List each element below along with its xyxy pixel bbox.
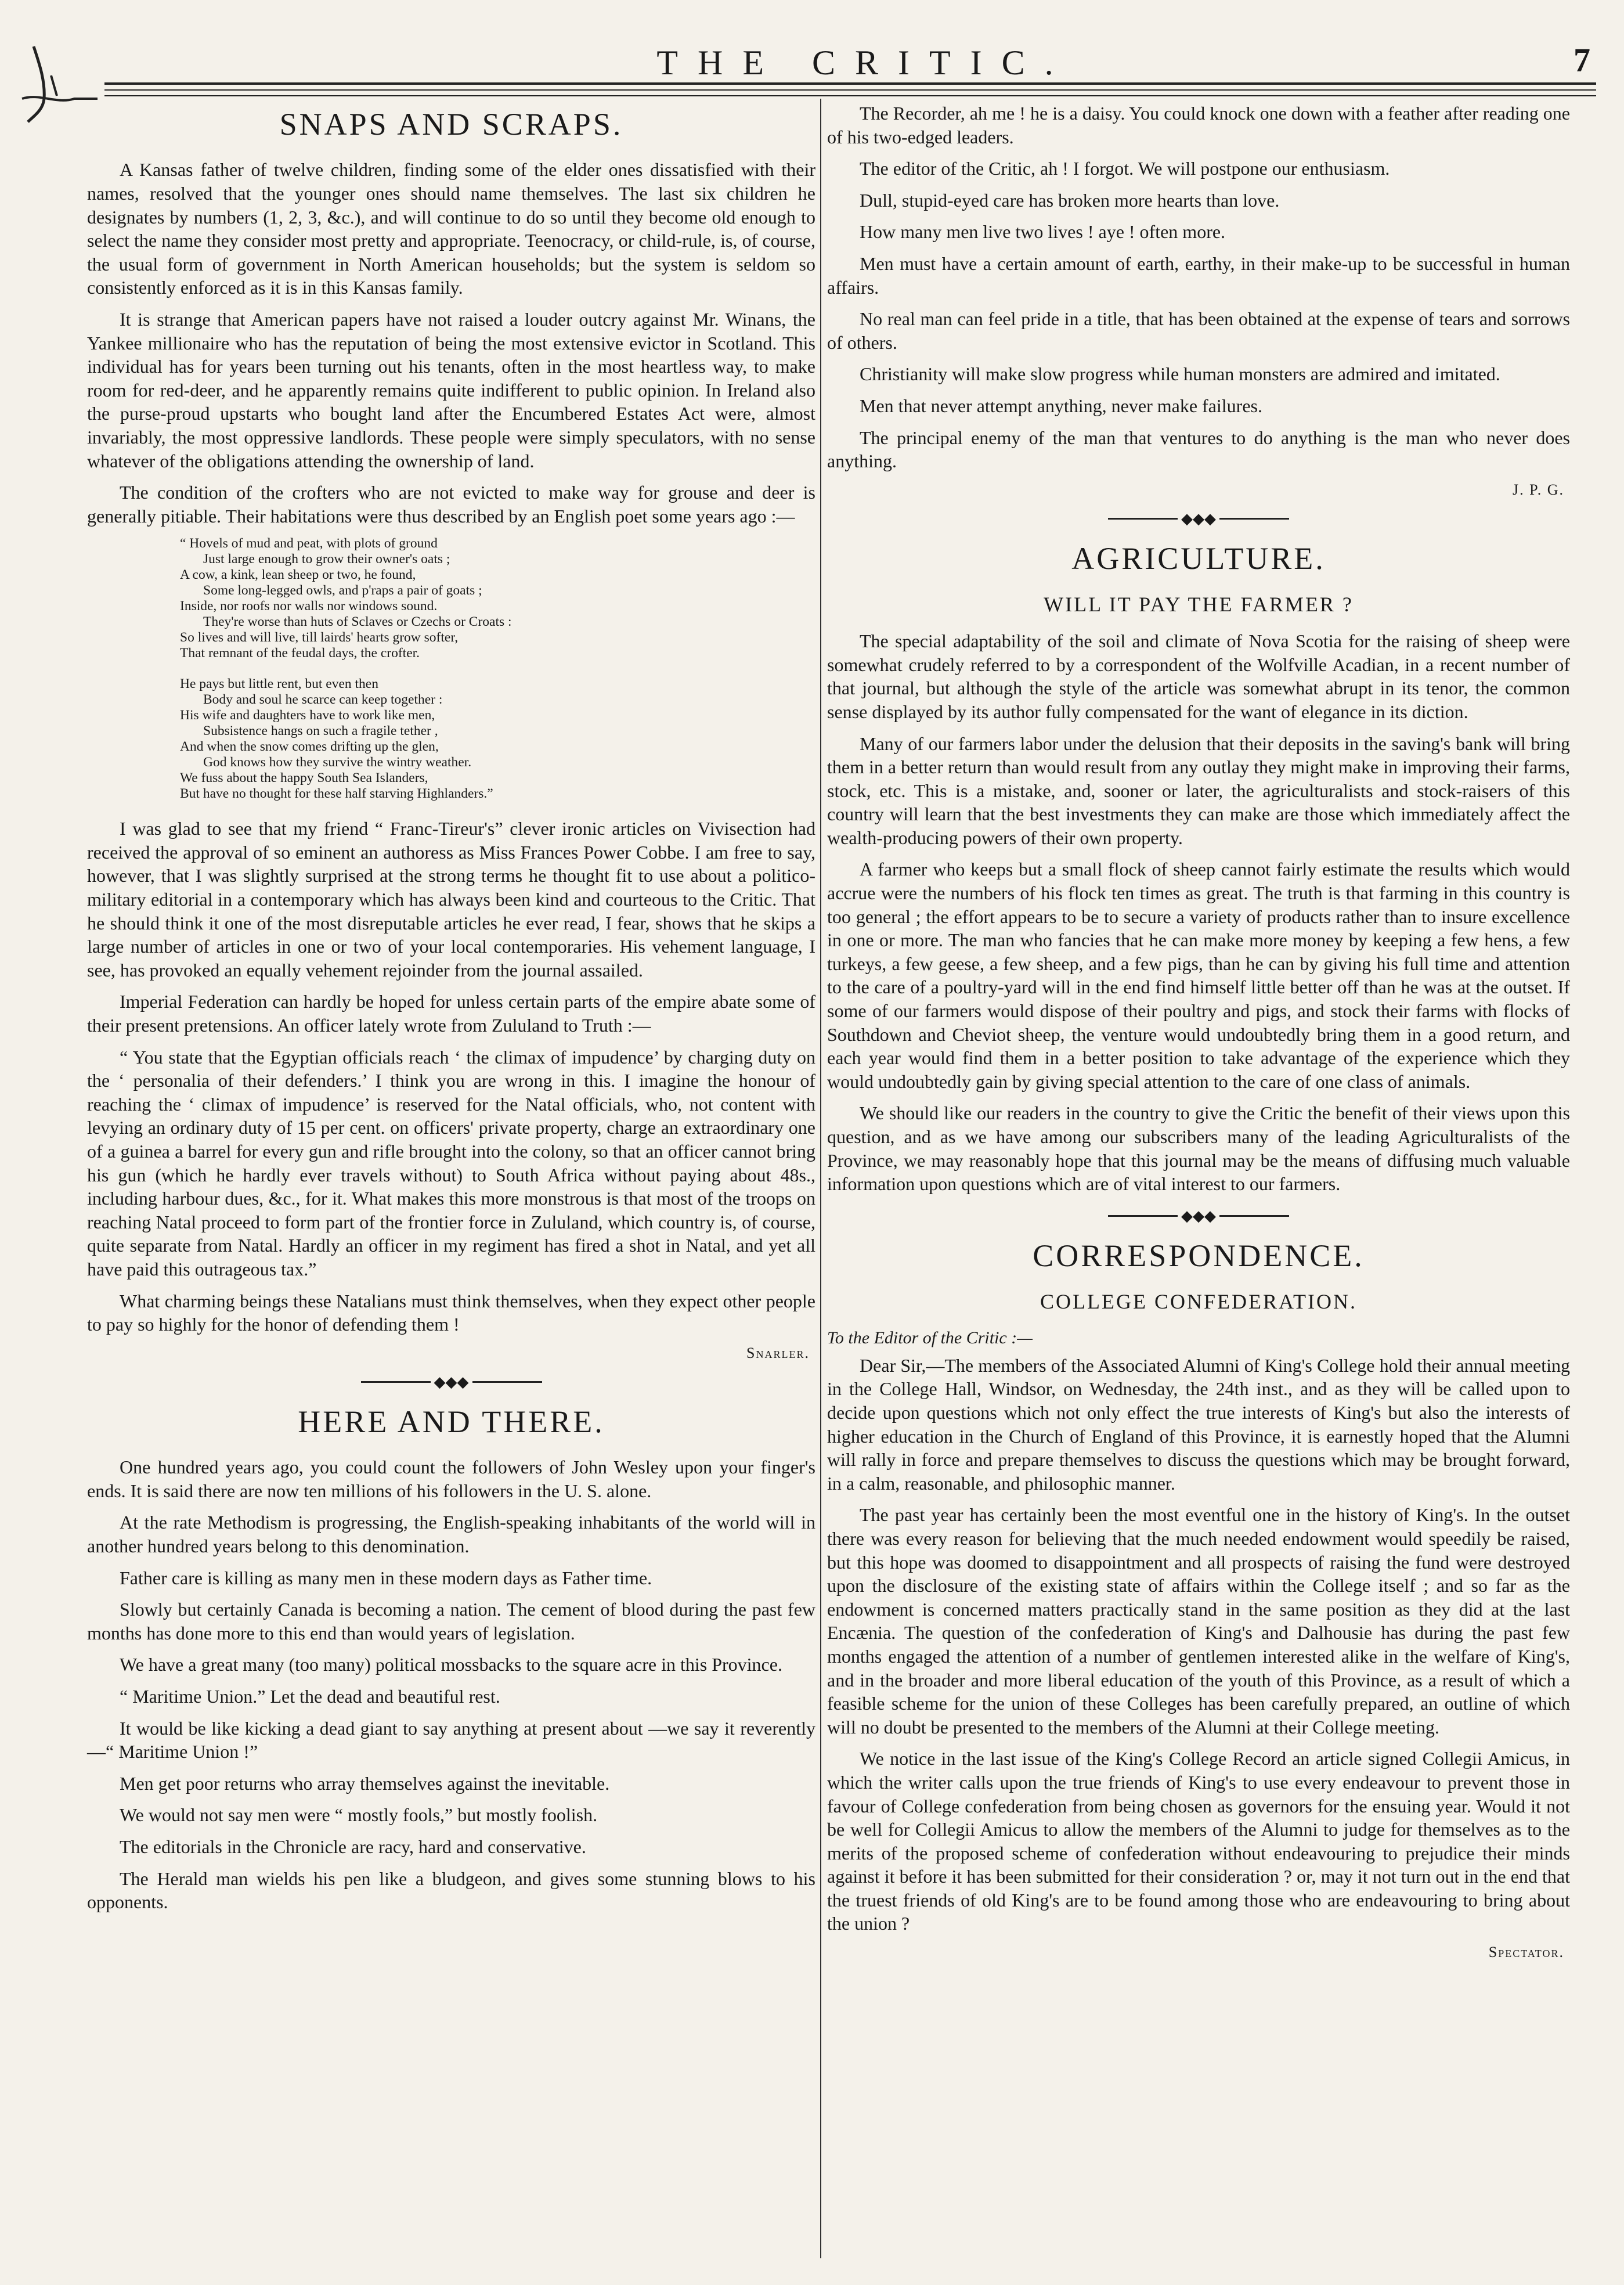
paragraph: At the rate Methodism is progressing, the English-speaking inhabitants of the world will in another hundred years belong to this denomination.	[87, 1512, 815, 1556]
paragraph: I was glad to see that my friend “ Franc-Tireur's” clever ironic articles on Vivisection had received the approval of so eminent an authoress as Miss Frances Power Cobbe. I am free to say, however, that I was slightly surprised at the strong terms he thought fit to use about a politico-military editorial in a contemporary which has always been kind and courteous to the Critic. That he should think it one of the most disreputable articles he ever read, I fear, shows that he skips a large number of articles in one or two of your local contemporaries. His vehement language, I see, has provoked an equally vehement rejoinder from the journal assailed.	[87, 818, 815, 981]
poem-line: They're worse than huts of Sclaves or Czechs or Croats :	[203, 614, 512, 630]
poem-line: God knows how they survive the wintry weather.	[203, 755, 472, 770]
poem-line: Subsistence hangs on such a fragile tether ,	[203, 723, 438, 739]
salutation: To the Editor of the Critic :—	[827, 1328, 1033, 1348]
paragraph: No real man can feel pride in a title, that has been obtained at the expense of tears and sorrows of others.	[827, 308, 1570, 353]
paragraph: The past year has certainly been the most eventful one in the history of King's. In the outset there was every reason for believing that the much needed endowment would speedily be raised, but this hope was doomed to disappointment and all prospects of raising the fund were destroyed upon the disclosure of the existing state of affairs within the College itself ; and so far as the endowment is concerned matters practically stand in the same position as they did at the last Encænia. The question of the confederation of King's and Dalhousie has during the past few months engaged the attention of a number of gentlemen interested alike in the welfare of King's, and in the broader and more liberal education of the youth of this Province, as a result of which a feasible scheme for the union of these Colleges has been carefully prepared, an outline of which will no doubt be presented to the members of the Alumni at their College meeting.	[827, 1504, 1570, 1738]
paragraph: Slowly but certainly Canada is becoming a nation. The cement of blood during the past few months has done more to this end than would years of legislation.	[87, 1599, 815, 1644]
paragraph: It is strange that American papers have not raised a louder outcry against Mr. Winans, the Yankee millionaire who has the reputation of being the most extensive evictor in Scotland. This individual has for years been turning out his tenants, often in the most heartless way, to make room for red-deer, and he apparently remains quite indifferent to public opinion. In Ireland also the purse-proud upstarts who bought land after the Encumbered Estates Act were, almost invariably, the most oppressive landlords. These people were simply speculators, with no sense whatever of the obligations attending the ownership of land.	[87, 308, 815, 471]
paragraph: “ Maritime Union.” Let the dead and beautiful rest.	[120, 1685, 500, 1707]
poem-line: Just large enough to grow their owner's oats ;	[203, 552, 450, 567]
poem-line: But have no thought for these half starving Highlanders.”	[180, 786, 493, 802]
paragraph: Christianity will make slow progress while human monsters are admired and imitated.	[860, 363, 1500, 385]
paragraph: What charming beings these Natalians must think themselves, when they expect other people to pay so highly for the honor of defending them !	[87, 1290, 815, 1335]
poem-line: “ Hovels of mud and peat, with plots of ground	[180, 536, 438, 552]
poem-stanza	[180, 676, 815, 802]
paragraph: We notice in the last issue of the King's College Record an article signed Collegii Amicus, in which the writer calls upon the true friends of King's to use every endeavour to prevent those in favour of College confederation from being chosen as governors for the ensuing year. Would it not be well for Collegii Amicus to allow the members of the Alumni to judge for themselves as to the merits of the proposed scheme of confederation without endeavouring to prejudice their minds against it before it has been submitted for their consideration ? or, may it not turn out in the end that the truest friends of old King's are to be found among those who are endeavouring to bring about the union ?	[827, 1748, 1570, 1934]
paragraph: Father care is killing as many men in these modern days as Father time.	[120, 1567, 652, 1588]
section-heading: CORRESPONDENCE.	[1033, 1238, 1365, 1273]
poem-line: A cow, a kink, lean sheep or two, he found,	[180, 567, 416, 583]
quotation: “ You state that the Egyptian officials reach ‘ the climax of impudence’ by charging duty on the ‘ personalia of their defenders.’ I think you are wrong in this. I imagine the honour of reaching the ‘ climax of impudence’ is reserved for the Natal officials, who, not content with levying an ordinary duty of 15 per cent. on officers' private property, charge an extraordinary one of a guinea a barrel for every gun and rifle brought into the colony, so that an officer cannot bring his gun (which he hardly ever travels without) to South Africa without paying about 48s., including harbour dues, &c., for it. What makes this more monstrous is that most of the troops on reaching Natal proceed to form part of the frontier force in Zululand, which country is, of course, quite separate from Natal. Hardly an officer in my regiment has fired a shot in Natal, and yet all have paid this outrageous tax.”	[87, 1046, 815, 1280]
paragraph: Dull, stupid-eyed care has broken more hearts than love.	[860, 189, 1280, 211]
section-heading: HERE AND THERE.	[298, 1404, 605, 1439]
section-ornament: ◆◆◆	[827, 1206, 1570, 1225]
paragraph: The editorials in the Chronicle are racy, hard and conservative.	[120, 1836, 586, 1857]
signature: Snarler.	[746, 1344, 810, 1361]
poem-stanza	[180, 536, 815, 661]
poem-line: That remnant of the feudal days, the crofter.	[180, 646, 420, 661]
masthead-rule	[104, 82, 1596, 85]
paragraph: The Recorder, ah me ! he is a daisy. You could knock one down with a feather after reading one of his two-edged leaders.	[827, 103, 1570, 147]
section-subheading: WILL IT PAY THE FARMER ?	[1044, 593, 1354, 617]
paragraph: The Herald man wields his pen like a bludgeon, and gives some stunning blows to his opponents.	[87, 1868, 815, 1913]
poem	[180, 536, 815, 802]
poem-line: He pays but little rent, but even then	[180, 676, 378, 692]
paragraph: A farmer who keeps but a small flock of sheep cannot fairly estimate the results which would accrue were the numbers of his flock ten times as great. The truth is that farming in this country is too general ; the effort appears to be to secure a variety of products rather than to insure excellence in one or more. The man who fancies that he can make more money by keeping a few hens, a few turkeys, a few geese, a few sheep, and a few pigs, than he can by giving his full time and attention to the care of a poultry-yard will in the end find himself little better off than he was at the outset. If some of our farmers would dispose of their poultry and pigs, and stock their farms with flocks of Southdown and Cheviot sheep, the venture would undoubtedly bring them in a good return, and each year would find them in a better position to take advantage of the experience which they would undoubtedly gain by giving special attention to the care of one class of animals.	[827, 859, 1570, 1092]
section-ornament: ◆◆◆	[827, 509, 1570, 528]
section-heading: SNAPS AND SCRAPS.	[279, 107, 623, 142]
poem-line: And when the snow comes drifting up the glen,	[180, 739, 439, 755]
paragraph: The editor of the Critic, ah ! I forgot. We will postpone our enthusiasm.	[860, 158, 1390, 179]
paragraph: It would be like kicking a dead giant to say anything at present about —we say it reverently—“ Maritime Union !”	[87, 1717, 815, 1763]
paragraph: Many of our farmers labor under the delusion that their deposits in the saving's bank will bring them in a better return than would result from any outlay they might make in improving their farms, stock, etc. This is a mistake, and, sooner or later, the agriculturalists and stock-raisers of this country will learn that the best investments they can make are those which immediately affect the wealth-producing powers of their own property.	[827, 733, 1570, 848]
poem-line: His wife and daughters have to work like men,	[180, 708, 435, 723]
paragraph: The special adaptability of the soil and climate of Nova Scotia for the raising of sheep were somewhat crudely referred to by a correspondent of the Wolfville Acadian, in a recent number of that journal, but although the style of the article was somewhat abrupt in its tenor, the common sense displayed by its author fully compensated for the want of elegance in its diction.	[827, 630, 1570, 722]
section-subheading: COLLEGE CONFEDERATION.	[1040, 1290, 1357, 1314]
poem-line: So lives and will live, till lairds' hearts grow softer,	[180, 630, 459, 646]
signature: Spectator.	[1488, 1944, 1564, 1961]
masthead-title: THE CRITIC.	[656, 44, 1073, 82]
masthead	[139, 36, 1590, 82]
masthead-rule	[104, 95, 1596, 96]
paragraph: Men must have a certain amount of earth, earthy, in their make-up to be successful in human affairs.	[827, 253, 1570, 298]
page-number: 7	[1574, 41, 1590, 79]
paragraph: We would not say men were “ mostly fools,” but mostly foolish.	[120, 1804, 598, 1826]
left-column	[87, 102, 815, 1922]
here-and-there-continued	[827, 102, 1570, 499]
section-heading: AGRICULTURE.	[1071, 540, 1326, 576]
signature: J. P. G.	[1513, 481, 1564, 498]
paragraph: One hundred years ago, you could count the followers of John Wesley upon your finger's ends. It is said there are now ten millions of his followers in the U. S. alone.	[87, 1457, 815, 1501]
poem-line: Body and soul he scarce can keep together :	[203, 692, 443, 708]
agriculture-section	[827, 542, 1570, 1196]
here-and-there-section	[87, 1405, 815, 1914]
paragraph: The condition of the crofters who are not evicted to make way for grouse and deer is generally pitiable. Their habitations were thus described by an English poet some years ago :—	[87, 482, 815, 527]
right-column	[827, 102, 1570, 1972]
paragraph: We should like our readers in the country to give the Critic the benefit of their views upon this question, and as we have among our subscribers many of the leading Agriculturalists of the Province, we may reasonably hope that this journal may be the means of diffusing much valuable information upon questions which are of vital interest to our farmers.	[827, 1102, 1570, 1195]
paragraph: Imperial Federation can hardly be hoped for unless certain parts of the empire abate some of their present pretensions. An officer lately wrote from Zululand to Truth :—	[87, 991, 815, 1036]
paragraph: How many men live two lives ! aye ! often more.	[860, 221, 1226, 243]
column-divider	[820, 99, 821, 2258]
section-ornament: ◆◆◆	[87, 1372, 815, 1391]
paragraph: Men that never attempt anything, never make failures.	[860, 395, 1262, 416]
poem-line: Inside, nor roofs nor walls nor windows sound.	[180, 599, 438, 614]
poem-line: Some long-legged owls, and p'raps a pair of goats ;	[203, 583, 482, 599]
paragraph: The principal enemy of the man that ventures to do anything is the man who never does anything.	[827, 427, 1570, 472]
paragraph: Dear Sir,—The members of the Associated Alumni of King's College hold their annual meeting in the College Hall, Windsor, on Wednesday, the 24th inst., and as they will be called upon to decide upon questions which not only effect the true interests of King's but also the interests of higher education in the Church of England of this Province, it is earnestly hoped that the Alumni will rally in force and prepare themselves to discuss the questions which may be brought forward, in a calm, reasonable, and philosophic manner.	[827, 1354, 1570, 1494]
poem-line: We fuss about the happy South Sea Islanders,	[180, 770, 428, 786]
paragraph: Men get poor returns who array themselves against the inevitable.	[120, 1772, 610, 1794]
paragraph: We have a great many (too many) political mossbacks to the square acre in this Province.	[120, 1654, 782, 1675]
snaps-and-scraps-section	[87, 107, 815, 1362]
masthead-rule	[104, 89, 1596, 91]
paragraph: A Kansas father of twelve children, finding some of the elder ones dissatisfied with their names, resolved that the younger ones should name themselves. The last six children he designates by numbers (1, 2, 3, &c.), and will continue to do so until they become old enough to select the name they consider most pretty and appropriate. Teenocracy, or child-rule, is, of course, the usual form of government in North American households; but the system is seldom so consistently enforced as it is in this Kansas family.	[87, 159, 815, 298]
correspondence-section	[827, 1239, 1570, 1961]
